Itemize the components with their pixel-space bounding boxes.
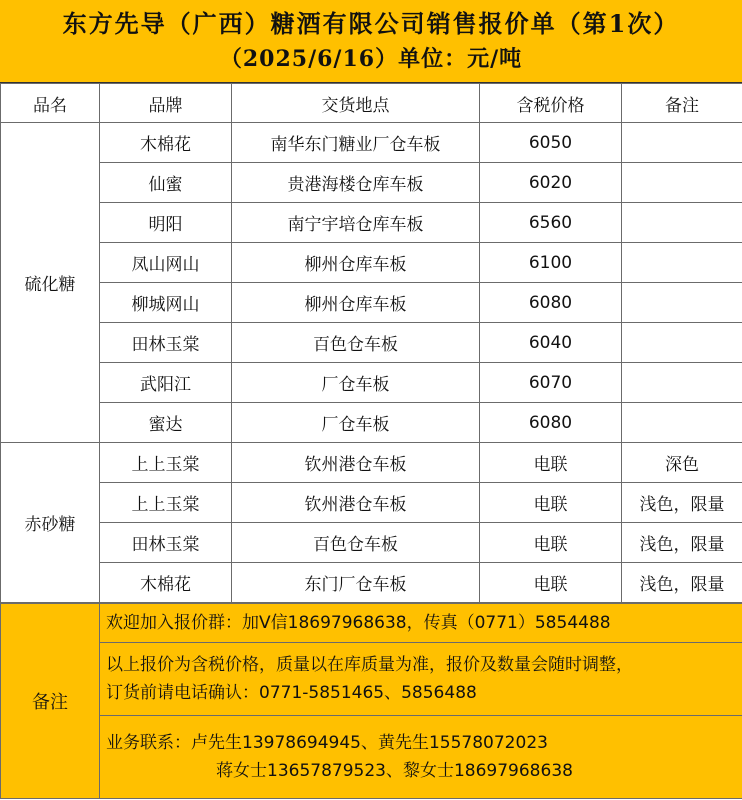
brand-cell: 田林玉棠 — [100, 323, 232, 363]
note-line-price-terms — [100, 643, 742, 716]
brand-cell: 木棉花 — [100, 123, 232, 163]
notes-row — [1, 643, 742, 716]
note-cell — [622, 403, 742, 443]
table-row — [1, 243, 742, 283]
brand-cell: 明阳 — [100, 203, 232, 243]
price-cell: 6070 — [480, 363, 622, 403]
delivery-cell: 钦州港仓车板 — [232, 483, 480, 523]
product-group-name: 硫化糖 — [1, 123, 100, 443]
product-group-name: 赤砂糖 — [1, 443, 100, 603]
price-cell: 电联 — [480, 443, 622, 483]
price-cell: 电联 — [480, 563, 622, 603]
delivery-cell: 贵港海楼仓库车板 — [232, 163, 480, 203]
delivery-cell: 柳州仓库车板 — [232, 283, 480, 323]
note-cell: 深色 — [622, 443, 742, 483]
table-row — [1, 123, 742, 163]
column-header-price: 含税价格 — [480, 84, 622, 123]
notes-table — [0, 603, 742, 799]
price-cell: 电联 — [480, 483, 622, 523]
price-cell: 6080 — [480, 283, 622, 323]
delivery-cell: 柳州仓库车板 — [232, 243, 480, 283]
note-cell: 浅色，限量 — [622, 523, 742, 563]
sheet-subtitle: （2025/6/16）单位：元/吨 — [219, 46, 523, 72]
price-cell: 6100 — [480, 243, 622, 283]
notes-row — [1, 604, 742, 643]
brand-cell: 田林玉棠 — [100, 523, 232, 563]
table-row — [1, 443, 742, 483]
note-cell — [622, 123, 742, 163]
delivery-cell: 百色仓车板 — [232, 523, 480, 563]
table-row — [1, 363, 742, 403]
note-text: 以上报价为含税价格，质量以在库质量为准，报价及数量会随时调整， — [106, 655, 633, 675]
column-header-delivery: 交货地点 — [232, 84, 480, 123]
table-row — [1, 483, 742, 523]
note-line-sales-contacts — [100, 716, 742, 799]
price-cell: 6080 — [480, 403, 622, 443]
sheet-title: 东方先导（广西）糖酒有限公司销售报价单（第1次） — [62, 9, 680, 38]
brand-cell: 木棉花 — [100, 563, 232, 603]
price-cell: 6040 — [480, 323, 622, 363]
title-bar — [0, 0, 742, 83]
note-cell — [622, 203, 742, 243]
table-row — [1, 323, 742, 363]
note-text: 蒋女士13657879523、黎女士18697968638 — [216, 761, 573, 781]
brand-cell: 武阳江 — [100, 363, 232, 403]
table-row — [1, 563, 742, 603]
brand-cell: 凤山网山 — [100, 243, 232, 283]
brand-cell: 蜜达 — [100, 403, 232, 443]
table-header-row — [1, 84, 742, 123]
delivery-cell: 南华东门糖业厂仓车板 — [232, 123, 480, 163]
note-line-contact-group — [100, 604, 742, 643]
note-cell — [622, 363, 742, 403]
brand-cell: 上上玉棠 — [100, 483, 232, 523]
note-text: 欢迎加入报价群：加V信18697968638，传真（0771）5854488 — [106, 613, 611, 633]
notes-row — [1, 716, 742, 799]
price-cell: 6560 — [480, 203, 622, 243]
note-cell — [622, 323, 742, 363]
price-cell: 电联 — [480, 523, 622, 563]
table-row — [1, 403, 742, 443]
price-cell: 6050 — [480, 123, 622, 163]
note-text: 业务联系：卢先生13978694945、黄先生15578072023 — [106, 733, 548, 753]
column-header-brand: 品牌 — [100, 84, 232, 123]
price-cell: 6020 — [480, 163, 622, 203]
table-row — [1, 523, 742, 563]
delivery-cell: 百色仓车板 — [232, 323, 480, 363]
brand-cell: 柳城网山 — [100, 283, 232, 323]
notes-label: 备注 — [1, 604, 100, 799]
table-row — [1, 283, 742, 323]
column-header-note: 备注 — [622, 84, 742, 123]
note-cell: 浅色，限量 — [622, 563, 742, 603]
brand-cell: 仙蜜 — [100, 163, 232, 203]
brand-cell: 上上玉棠 — [100, 443, 232, 483]
note-cell — [622, 283, 742, 323]
table-row — [1, 163, 742, 203]
column-header-product: 品名 — [1, 84, 100, 123]
note-cell: 浅色，限量 — [622, 483, 742, 523]
note-cell — [622, 243, 742, 283]
price-table — [0, 83, 742, 603]
delivery-cell: 钦州港仓车板 — [232, 443, 480, 483]
delivery-cell: 东门厂仓车板 — [232, 563, 480, 603]
note-cell — [622, 163, 742, 203]
table-row — [1, 203, 742, 243]
delivery-cell: 厂仓车板 — [232, 403, 480, 443]
note-text: 订货前请电话确认：0771-5851465、5856488 — [106, 683, 477, 703]
delivery-cell: 南宁宇培仓库车板 — [232, 203, 480, 243]
delivery-cell: 厂仓车板 — [232, 363, 480, 403]
